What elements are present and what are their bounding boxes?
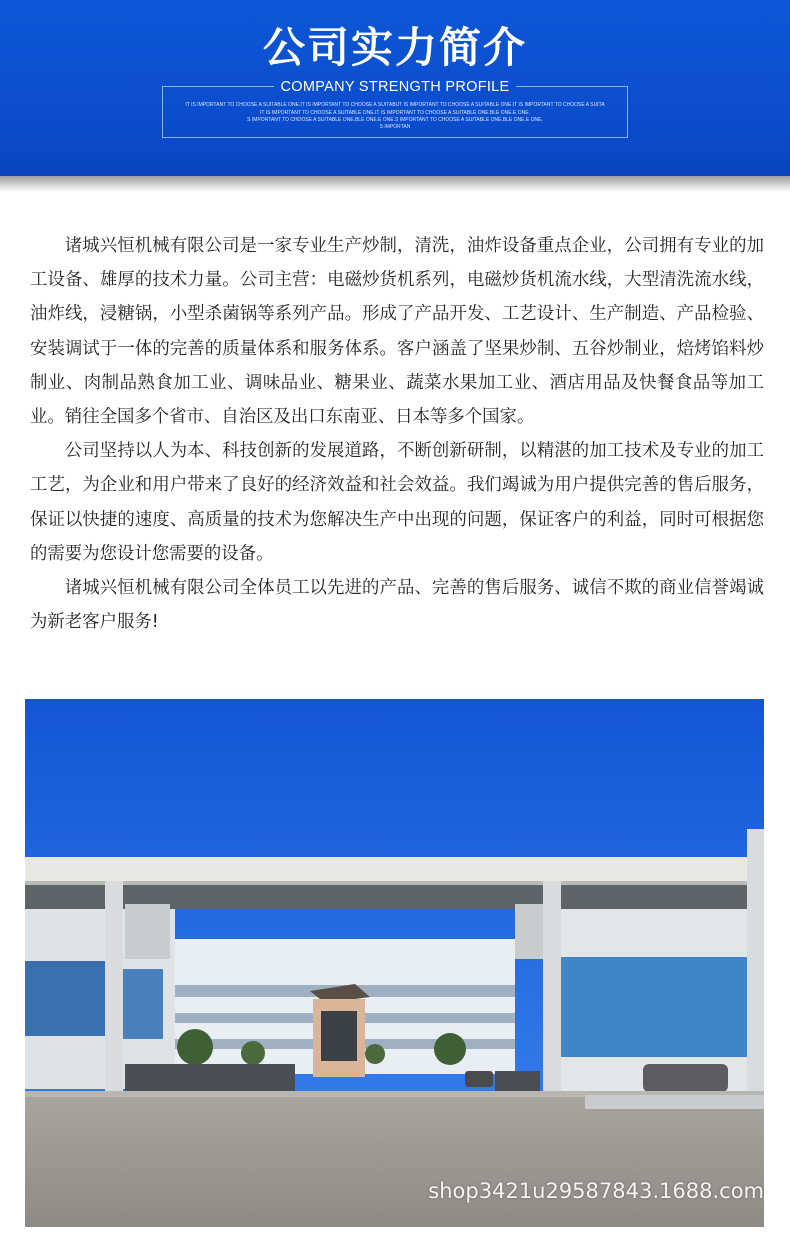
factory-gate-photo [25, 699, 764, 1227]
banner-title: 公司实力简介 [262, 23, 527, 72]
factory-gate-illustration [25, 699, 764, 1227]
company-intro [30, 229, 764, 639]
banner-subtitle: COMPANY STRENGTH PROFILE [280, 79, 510, 95]
banner-shadow [0, 176, 790, 192]
intro-paragraph-2: 公司坚持以人为本、科技创新的发展道路，不断创新研制，以精湛的加工技术及专业的加工工艺，为企业和用户带来了良好的经济效益和社会效益。我们竭诚为用户提供完善的售后服务，保证以快捷的速度、高质量的技术为您解决生产中出现的问题，保证客户的利益，同时可根据您的需要为您设计您需要的设备。 [30, 441, 764, 564]
intro-paragraph-3: 诸城兴恒机械有限公司全体员工以先进的产品、完善的售后服务、诚信不欺的商业信誉竭诚为新老客户服务! [30, 578, 764, 633]
banner-fine-print-3: S IMPORTANT TO CHOOSE A SUITABLE ONE.BLE ONE.E ONE.S IMPORTANT TO CHOOSE A SUITABLE ONE.BLE ONE.E ONE. [247, 117, 543, 123]
banner-fine-print-1: IT IS IMPORTANT TO CHOOSE A SUITABLE ONE.IT IS IMPORTANT TO CHOOSE A SUITABUT IS IMPORTANT TO CHOOSE A SUITABLE ONE.IT IS IMPORTANT TO CHOOSE A SUITA [185, 102, 605, 108]
intro-paragraph-1: 诸城兴恒机械有限公司是一家专业生产炒制，清洗，油炸设备重点企业，公司拥有专业的加工设备、雄厚的技术力量。公司主营：电磁炒货机系列，电磁炒货机流水线，大型清洗流水线，油炸线，浸糖锅，小型杀菌锅等系列产品。形成了产品开发、工艺设计、生产制造、产品检验、安装调试于一体的完善的质量体系和服务体系。客户涵盖了坚果炒制、五谷炒制业，焙烤馅料炒制业、肉制品熟食加工业、调味品业、糖果业、蔬菜水果加工业、酒店用品及快餐食品等加工业。销往全国多个省市、自治区及出口东南亚、日本等多个国家。 [30, 236, 764, 428]
banner-fine-print-2: IT IS IMPORTANT TO CHOOSE A SUITABLE ONE.IT IS IMPORTANT TO CHOOSE A SUITABLE ONE.BLE ONE.E ONE. [260, 110, 530, 116]
banner-fine-print-4: S IMPORTAN [379, 124, 411, 130]
shop-watermark: shop3421u29587843.1688.com [428, 1179, 764, 1203]
header-banner [0, 0, 790, 176]
